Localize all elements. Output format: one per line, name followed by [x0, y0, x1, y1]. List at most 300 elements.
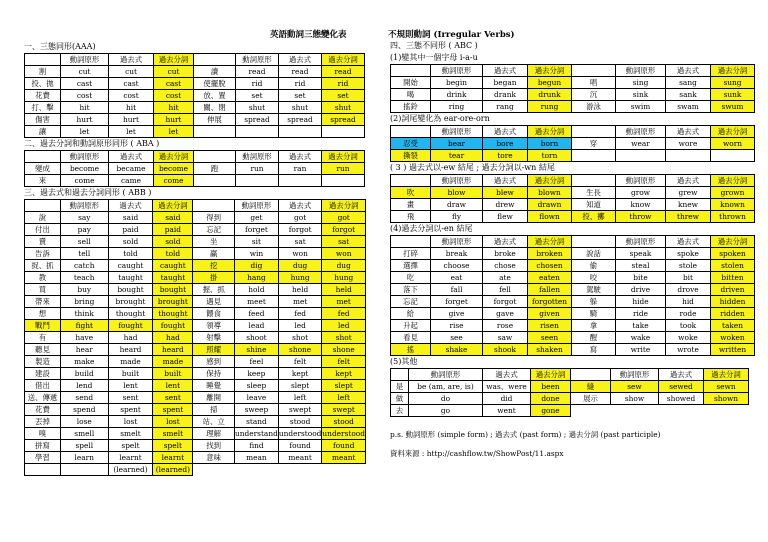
verb-meaning: 餵食: [193, 308, 235, 320]
verb-past: sent: [108, 392, 153, 404]
verb-past: had: [108, 332, 153, 344]
verb-past-participle: bitten: [711, 272, 755, 284]
verb-base: find: [235, 440, 279, 452]
verb-base: blow: [431, 187, 483, 199]
verb-base: hang: [235, 272, 279, 284]
table-row: [25, 320, 366, 332]
verb-past-participle: hurt: [154, 114, 194, 126]
verb-base: draw: [431, 199, 483, 211]
header-base: 動詞原形: [616, 236, 666, 248]
verb-meaning: 來: [25, 175, 61, 187]
verb-past-participle: come: [154, 175, 194, 187]
verb-past: [278, 464, 322, 476]
header-base: 動詞原形: [431, 65, 483, 77]
verb-past-participle: shaken: [528, 344, 572, 356]
verb-table: [24, 150, 365, 187]
verb-past: cut: [109, 66, 154, 78]
table-row: [25, 224, 366, 236]
table-row: [25, 126, 365, 138]
table-row: [25, 284, 366, 296]
header-past: 過去式: [109, 151, 154, 163]
header-row: [391, 126, 755, 138]
section-label: ( 3 ) 過去式以-ew 結尾 ; 過去分詞以-wn 結尾: [390, 163, 555, 172]
verb-base: shine: [235, 344, 279, 356]
verb-past-participle: cast: [154, 78, 194, 90]
verb-base: sell: [60, 236, 108, 248]
verb-base: catch: [60, 260, 108, 272]
verb-table: [24, 53, 365, 138]
table-row: [25, 114, 365, 126]
header-past: 過去式: [108, 200, 153, 212]
verb-meaning: 贏: [193, 248, 235, 260]
verb-meaning: 打碎: [391, 248, 431, 260]
verb-base: hurt: [61, 114, 109, 126]
verb-past-participle: begun: [528, 77, 572, 89]
verb-meaning: 感到: [193, 356, 235, 368]
header-row: [391, 65, 755, 77]
verb-base: spell: [60, 440, 108, 452]
verb-meaning: 說話: [572, 248, 616, 260]
verb-past-participle: lost: [153, 416, 193, 428]
verb-past: spoke: [666, 248, 711, 260]
verb-past-participle: (learned): [153, 464, 193, 476]
verb-meaning: 投、拋: [25, 78, 61, 90]
verb-past-participle: taken: [711, 320, 755, 332]
verb-meaning: 醒: [572, 332, 616, 344]
verb-past-participle: smelt: [153, 428, 193, 440]
verb-meaning: 有: [25, 332, 61, 344]
verb-past-participle: flown: [528, 211, 572, 223]
verb-past: forgot: [278, 224, 322, 236]
verb-past: smelt: [108, 428, 153, 440]
table-row: [25, 356, 366, 368]
section-label: (5)其他: [390, 357, 418, 366]
header-base: 動詞原形: [431, 236, 483, 248]
verb-base: bring: [60, 296, 108, 308]
header-past: 過去式: [483, 175, 528, 187]
verb-base: hold: [235, 284, 279, 296]
verb-past: grew: [666, 187, 711, 199]
verb-base: bear: [431, 138, 483, 150]
verb-meaning: 寫: [572, 344, 616, 356]
verb-past: cast: [109, 78, 154, 90]
verb-base: sink: [616, 89, 666, 101]
verb-base: begin: [431, 77, 483, 89]
verb-meaning: 意味: [193, 452, 235, 464]
verb-base: win: [235, 248, 279, 260]
verb-base: fall: [431, 284, 483, 296]
verb-past-participle: sold: [153, 236, 193, 248]
header-pp: 過去分詞: [528, 175, 572, 187]
verb-meaning: [194, 126, 236, 138]
verb-past-participle: understood: [322, 429, 365, 438]
verb-past-participle: torn: [528, 150, 572, 162]
verb-past-participle: broken: [528, 248, 572, 260]
verb-past: slept: [278, 380, 322, 392]
header-row: [25, 151, 365, 163]
header-blank: [572, 126, 616, 138]
verb-past: bought: [108, 284, 153, 296]
verb-meaning: 放、置: [194, 90, 236, 102]
header-base: 動詞原形: [61, 54, 109, 66]
verb-base: tell: [60, 248, 108, 260]
verb-past-participle: sat: [322, 236, 366, 248]
verb-past: (learned): [108, 464, 153, 476]
verb-base: ring: [431, 101, 483, 113]
verb-base: bite: [616, 272, 666, 284]
verb-past: swam: [666, 101, 711, 113]
verb-past-participle: become: [154, 163, 194, 175]
table-row: [391, 296, 755, 308]
verb-base: hear: [60, 344, 108, 356]
header-row: [391, 175, 755, 187]
verb-base: run: [236, 163, 279, 175]
table-row: [391, 150, 755, 162]
table-row: [391, 101, 755, 113]
verb-past-participle: lent: [153, 380, 193, 392]
table-row: [25, 452, 366, 464]
verb-past: knew: [666, 199, 711, 211]
verb-meaning: 忘記: [391, 296, 431, 308]
header-pp: 過去分詞: [322, 54, 365, 66]
verb-past-participle: hidden: [711, 296, 755, 308]
verb-base: buy: [60, 284, 108, 296]
header-base: 動詞原形: [236, 54, 279, 66]
verb-meaning: 帶來: [25, 296, 61, 308]
verb-past: spelt: [108, 440, 153, 452]
table-row: [391, 344, 755, 356]
verb-meaning: 送、傳遞: [25, 392, 61, 404]
verb-base: understand: [235, 429, 278, 438]
verb-meaning: 割: [25, 66, 61, 78]
table-row: [25, 416, 366, 428]
verb-past: bit: [666, 272, 711, 284]
table-row: [391, 138, 755, 150]
verb-past: woke: [666, 332, 711, 344]
verb-meaning: 展示: [571, 393, 611, 405]
header-past: 過去式: [666, 236, 711, 248]
verb-past: drank: [483, 89, 528, 101]
verb-past-participle: heard: [153, 344, 193, 356]
header-base: 動詞原形: [235, 200, 279, 212]
verb-base: wake: [616, 332, 666, 344]
verb-base: sew: [611, 381, 659, 393]
header-pp: 過去分詞: [153, 200, 193, 212]
verb-past: sewed: [659, 381, 704, 393]
verb-base: think: [60, 308, 108, 320]
verb-past: sat: [278, 236, 322, 248]
verb-base: take: [616, 320, 666, 332]
verb-base: let: [61, 126, 109, 138]
verb-base: cost: [61, 90, 109, 102]
verb-past: [659, 405, 704, 417]
header-pp: 過去分詞: [711, 236, 755, 248]
verb-past-participle: swept: [322, 404, 366, 416]
verb-past: hung: [278, 272, 322, 284]
table-row: [391, 272, 755, 284]
verb-base: break: [431, 248, 483, 260]
verb-past: lent: [108, 380, 153, 392]
verb-base: lead: [235, 320, 279, 332]
verb-past-participle: written: [711, 344, 755, 356]
verb-past-participle: [322, 175, 365, 187]
table-row: [25, 404, 366, 416]
verb-past-participle: sung: [711, 77, 755, 89]
verb-past: ran: [279, 163, 322, 175]
table-row: [25, 380, 366, 392]
verb-past-participle: stood: [322, 416, 366, 428]
verb-past-participle: been: [531, 381, 571, 393]
table-row: [25, 90, 365, 102]
verb-base: sweep: [235, 404, 279, 416]
verb-base: make: [60, 356, 108, 368]
verb-meaning: 付出: [25, 224, 61, 236]
verb-meaning: [571, 405, 611, 417]
verb-past-participle: [704, 405, 749, 417]
verb-meaning: 縫: [571, 381, 611, 393]
verb-base: [60, 464, 108, 476]
verb-base: [235, 464, 279, 476]
verb-past: met: [278, 296, 322, 308]
verb-past-participle: shot: [322, 332, 366, 344]
verb-past-participle: let: [154, 126, 194, 138]
verb-meaning: 聽見: [25, 344, 61, 356]
verb-past-participle: run: [322, 163, 365, 175]
verb-base: say: [60, 212, 108, 224]
verb-meaning: 看見: [391, 332, 431, 344]
verb-base: throw: [616, 211, 666, 223]
verb-past: wore: [666, 138, 711, 150]
verb-past: spread: [279, 114, 322, 126]
verb-base: drink: [431, 89, 483, 101]
verb-meaning: 挖: [193, 260, 235, 272]
verb-meaning: 射擊: [193, 332, 235, 344]
verb-meaning: 讓: [25, 126, 61, 138]
verb-past-participle: found: [322, 440, 366, 452]
verb-meaning: 理解: [193, 428, 235, 440]
verb-base: forget: [235, 224, 279, 236]
header-past: 過去式: [666, 126, 711, 138]
header-blank: [391, 369, 409, 381]
verb-past-participle: won: [322, 248, 366, 260]
verb-past-participle: built: [153, 368, 193, 380]
verb-past-participle: swum: [711, 101, 755, 113]
header-row: [25, 54, 365, 66]
section-label: 三、過去式和過去分詞同形 ( ABB ): [24, 188, 152, 197]
verb-base: forget: [431, 296, 483, 308]
verb-past-participle: shut: [322, 102, 365, 114]
verb-base: go: [409, 405, 483, 417]
verb-past-participle: left: [322, 392, 366, 404]
verb-meaning: 嗅: [25, 428, 61, 440]
verb-meaning: 離開: [193, 392, 235, 404]
verb-past: hit: [109, 102, 154, 114]
source-note: 資料來源 : http://cashflow.tw/ShowPost/11.aspx: [390, 449, 564, 458]
verb-meaning: 偷: [572, 260, 616, 272]
verb-base: lend: [60, 380, 108, 392]
verb-past-participle: learnt: [153, 452, 193, 464]
verb-past: left: [278, 392, 322, 404]
verb-base: tear: [431, 150, 483, 162]
verb-past-participle: drawn: [528, 199, 572, 211]
verb-base: grow: [616, 187, 666, 199]
verb-past: forgot: [483, 296, 528, 308]
verb-past-participle: grown: [711, 187, 755, 199]
verb-meaning: 騎: [572, 308, 616, 320]
verb-past-participle: kept: [322, 368, 366, 380]
header-past: 過去式: [109, 54, 154, 66]
page-title: 英語動詞三態變化表: [270, 30, 347, 40]
header-base: 動詞原形: [431, 175, 483, 187]
verb-base: fly: [431, 211, 483, 223]
verb-base: choose: [431, 260, 483, 272]
left-column: [24, 41, 366, 476]
spacer: [390, 417, 762, 429]
verb-meaning: 搖鈴: [391, 101, 431, 113]
table-row: [391, 308, 755, 320]
verb-meaning: 丟掉: [25, 416, 61, 428]
verb-past: broke: [483, 248, 528, 260]
verb-base: read: [236, 66, 279, 78]
verb-past-participle: driven: [711, 284, 755, 296]
verb-meaning: 掛: [193, 272, 235, 284]
verb-past: made: [108, 356, 153, 368]
table-row: [391, 284, 755, 296]
verb-past-participle: spent: [153, 404, 193, 416]
spacer: [390, 440, 762, 448]
header-blank: [25, 54, 61, 66]
header-pp: 過去分詞: [528, 65, 572, 77]
verb-past: saw: [483, 332, 528, 344]
header-blank: [193, 200, 235, 212]
verb-meaning: 開始: [391, 77, 431, 89]
section-label: 二、過去分詞和動詞原形同形 ( ABA ): [24, 139, 160, 148]
verb-past: dug: [278, 260, 322, 272]
header-base: 動詞原形: [616, 175, 666, 187]
verb-past-participle: had: [153, 332, 193, 344]
table-row: [25, 236, 366, 248]
verb-base: cast: [61, 78, 109, 90]
verb-base: swim: [616, 101, 666, 113]
verb-past: rose: [483, 320, 528, 332]
table-row: [391, 199, 755, 211]
verb-meaning: 握、抓: [193, 284, 235, 296]
verb-meaning: 畫: [391, 199, 431, 211]
verb-meaning: 找到: [193, 440, 235, 452]
header-past: 過去式: [279, 54, 322, 66]
verb-past: understood: [278, 429, 322, 438]
table-row: [391, 89, 755, 101]
verb-base: steal: [616, 260, 666, 272]
verb-past-participle: bought: [153, 284, 193, 296]
table-row: [391, 187, 755, 199]
verb-past-participle: rung: [528, 101, 572, 113]
verb-past: went: [483, 405, 531, 417]
verb-past-participle: gone: [531, 405, 571, 417]
verb-base: shoot: [235, 332, 279, 344]
header-pp: 過去分詞: [531, 369, 571, 381]
verb-past: paid: [108, 224, 153, 236]
verb-meaning: 花費: [25, 404, 61, 416]
verb-past: told: [108, 248, 153, 260]
table-row: [25, 272, 366, 284]
header-row: [391, 236, 755, 248]
verb-meaning: 變成: [25, 163, 61, 175]
verb-past-participle: rid: [322, 78, 365, 90]
verb-past: ate: [483, 272, 528, 284]
section-label: (4)過去分詞以-en 結尾: [390, 224, 473, 233]
verb-base: sit: [235, 236, 279, 248]
verb-past: rode: [666, 308, 711, 320]
verb-meaning: 落下: [391, 284, 431, 296]
verb-base: meet: [235, 296, 279, 308]
verb-meaning: 教: [25, 272, 61, 284]
verb-past: hurt: [109, 114, 154, 126]
verb-meaning: 給: [391, 308, 431, 320]
verb-base: spread: [236, 114, 279, 126]
verb-past: was、were: [483, 381, 531, 393]
verb-meaning: 得到: [193, 212, 235, 224]
table-row: [25, 464, 366, 476]
table-row: [25, 248, 366, 260]
section-label: 四、三態不同形 ( ABC ): [390, 41, 478, 50]
section-label: 一、三態同形(AAA): [24, 42, 96, 51]
verb-base: have: [60, 332, 108, 344]
verb-past: shone: [278, 344, 322, 356]
table-row: [25, 440, 366, 452]
verb-meaning: 是: [391, 381, 409, 393]
verb-base: sing: [616, 77, 666, 89]
verb-past-participle: sunk: [711, 89, 755, 101]
header-base: 動詞原形: [611, 369, 659, 381]
verb-meaning: 穿: [572, 138, 616, 150]
verb-meaning: 咬: [572, 272, 616, 284]
verb-meaning: 拼寫: [25, 440, 61, 452]
verb-base: feed: [235, 308, 279, 320]
header-row: [25, 200, 366, 212]
verb-past: meant: [278, 452, 322, 464]
header-base: 動詞原形: [409, 369, 483, 381]
verb-past-participle: stolen: [711, 260, 755, 272]
header-base: 動詞原形: [616, 65, 666, 77]
verb-past-participle: taught: [153, 272, 193, 284]
verb-past: lost: [108, 416, 153, 428]
verb-base: [616, 150, 666, 162]
header-pp: 過去分詞: [528, 236, 572, 248]
verb-past: tore: [483, 150, 528, 162]
verb-meaning: 唱: [572, 77, 616, 89]
verb-base: smell: [60, 428, 108, 440]
verb-past-participle: born: [528, 138, 572, 150]
verb-meaning: [193, 464, 235, 476]
verb-meaning: 沉: [572, 89, 616, 101]
header-base: 動詞原形: [236, 151, 279, 163]
verb-past-participle: [322, 464, 366, 476]
verb-meaning: 賣: [25, 236, 61, 248]
verb-past: showed: [659, 393, 704, 405]
verb-meaning: 學習: [25, 452, 61, 464]
verb-past-participle: eaten: [528, 272, 572, 284]
verb-past-participle: chosen: [528, 260, 572, 272]
header-pp: 過去分詞: [711, 65, 755, 77]
footnote: p.s. 動詞原形 (simple form) ; 過去式 (past form) ; 過去分詞 (past participle): [390, 430, 661, 439]
section-label: (1)變其中一個字母 i-a-u: [390, 53, 478, 62]
verb-past-participle: woken: [711, 332, 755, 344]
verb-past-participle: caught: [153, 260, 193, 272]
verb-past-participle: said: [153, 212, 193, 224]
verb-past: swept: [278, 404, 322, 416]
verb-past-participle: sewn: [704, 381, 749, 393]
